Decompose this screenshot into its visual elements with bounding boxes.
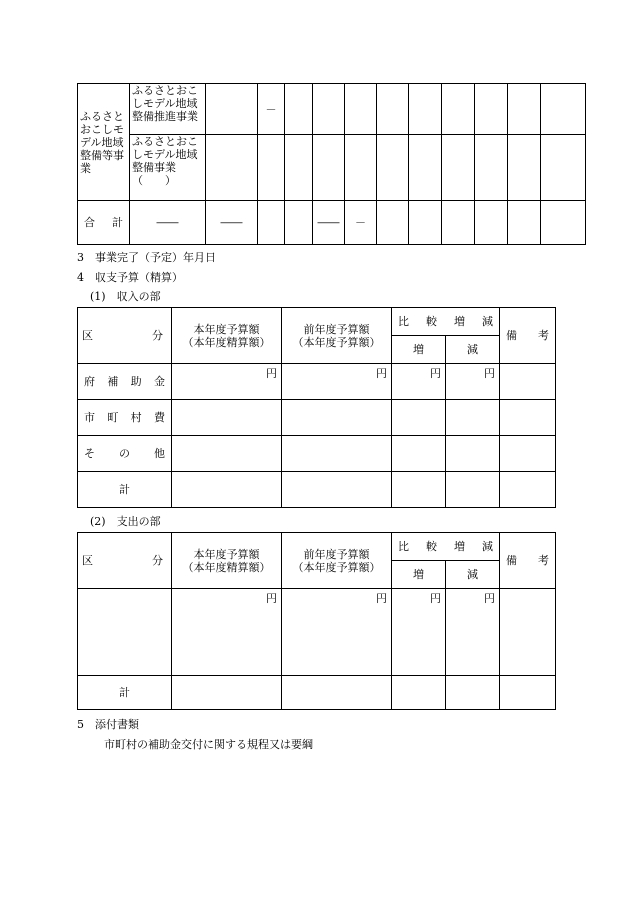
cell <box>172 436 282 472</box>
total-dash-cell <box>206 201 258 245</box>
cell <box>446 400 500 436</box>
group-label: ふるさとおこしモデル地域整備等事業 <box>80 109 124 175</box>
cell <box>392 400 446 436</box>
cell <box>377 135 409 201</box>
compare-char: 増 <box>454 315 465 328</box>
label-char: 金 <box>153 375 165 388</box>
compare-char: 比 <box>398 315 409 328</box>
cell <box>313 84 345 135</box>
cell <box>475 135 508 201</box>
remarks-header <box>500 308 556 364</box>
cell <box>508 84 541 135</box>
previous-1: 前年度予算額 <box>303 547 370 561</box>
section-4: 4 収支予算（精算） <box>77 271 183 284</box>
increase-header: 増 <box>392 336 446 364</box>
increase-header: 増 <box>392 561 446 589</box>
current-header <box>172 533 282 589</box>
cell <box>282 472 392 508</box>
kubun-a: 区 <box>82 554 93 567</box>
row1-label: ふるさとおこしモデル地域整備推進事業 <box>132 84 198 123</box>
cell <box>442 201 475 245</box>
current-header <box>172 308 282 364</box>
cell <box>78 589 172 676</box>
cell <box>442 84 475 135</box>
remarks-a: 備 <box>506 554 517 567</box>
cell <box>377 84 409 135</box>
cell <box>345 135 377 201</box>
row2-label: ふるさとおこしモデル地域整備事業 <box>132 135 198 174</box>
cell <box>392 472 446 508</box>
cell <box>206 84 258 135</box>
cell <box>500 589 556 676</box>
yen-unit: 円 <box>282 589 392 676</box>
cell <box>446 676 500 710</box>
cell <box>285 135 313 201</box>
total-dash-cell <box>313 201 345 245</box>
cell <box>409 201 442 245</box>
cell <box>206 135 258 201</box>
cell <box>500 400 556 436</box>
current-1: 本年度予算額 <box>193 547 260 561</box>
remarks-a: 備 <box>506 329 517 342</box>
cell <box>409 135 442 201</box>
row1-label-cell <box>130 84 206 135</box>
subsection-income: (1) 収入の部 <box>90 290 161 303</box>
decrease-header: 減 <box>446 336 500 364</box>
section-5-text: 市町村の補助金交付に関する規程又は要綱 <box>104 738 313 751</box>
compare-header <box>392 533 500 561</box>
label-char: 助 <box>130 375 142 388</box>
current-2: （本年度精算額） <box>182 335 271 349</box>
kubun-b: 分 <box>152 329 163 342</box>
label-char: そ <box>84 447 95 460</box>
decrease-header: 減 <box>446 561 500 589</box>
label-char: 村 <box>130 411 142 424</box>
remarks-b: 考 <box>538 554 549 567</box>
cell <box>541 201 586 245</box>
section-5: 5 添付書類 <box>77 718 139 731</box>
compare-char: 減 <box>482 540 493 553</box>
remarks-header <box>500 533 556 589</box>
compare-header <box>392 308 500 336</box>
row2-label-cell <box>130 135 206 201</box>
cell <box>285 201 313 245</box>
cell <box>409 84 442 135</box>
cell <box>258 135 285 201</box>
label-char: 補 <box>107 375 119 388</box>
yen-unit: 円 <box>446 364 500 400</box>
compare-char: 較 <box>426 540 437 553</box>
row1-dash: － <box>265 102 277 116</box>
cell <box>172 400 282 436</box>
yen-unit: 円 <box>392 589 446 676</box>
compare-char: 比 <box>398 540 409 553</box>
cell <box>282 436 392 472</box>
previous-1: 前年度予算額 <box>303 322 370 336</box>
cell <box>282 676 392 710</box>
cell <box>500 436 556 472</box>
cell <box>442 135 475 201</box>
cell <box>446 436 500 472</box>
total-dash: ―― <box>156 216 179 229</box>
cell <box>446 472 500 508</box>
yen-unit: 円 <box>446 589 500 676</box>
cell <box>313 135 345 201</box>
total-label-a: 合 <box>84 216 95 229</box>
cell <box>500 472 556 508</box>
cell <box>377 201 409 245</box>
label-char: の <box>119 447 130 460</box>
income-row-label <box>78 436 172 472</box>
cell <box>282 400 392 436</box>
compare-char: 増 <box>454 540 465 553</box>
kubun-a: 区 <box>82 329 93 342</box>
cell <box>172 676 282 710</box>
total-label-b: 計 <box>112 216 123 229</box>
yen-unit: 円 <box>172 364 282 400</box>
income-row-label <box>78 400 172 436</box>
kubun-b: 分 <box>152 554 163 567</box>
total-label: 計 <box>78 472 172 508</box>
current-2: （本年度精算額） <box>182 560 271 574</box>
label-char: 町 <box>107 411 119 424</box>
cell <box>392 676 446 710</box>
total-dash-short: － <box>355 216 366 229</box>
remarks-b: 考 <box>538 329 549 342</box>
cell <box>541 135 586 201</box>
label-char: 他 <box>154 447 165 460</box>
cell <box>508 201 541 245</box>
previous-header <box>282 533 392 589</box>
kubun-header <box>78 308 172 364</box>
cell <box>475 84 508 135</box>
yen-unit: 円 <box>392 364 446 400</box>
total-dash: ―― <box>317 216 340 229</box>
total-dash-cell <box>345 201 377 245</box>
subsection-expense: (2) 支出の部 <box>90 515 161 528</box>
kubun-header <box>78 533 172 589</box>
compare-char: 較 <box>426 315 437 328</box>
total-label: 計 <box>78 676 172 710</box>
label-char: 府 <box>84 375 95 388</box>
row2-paren: （ ） <box>132 174 176 187</box>
total-dash-cell <box>130 201 206 245</box>
section-3: 3 事業完了（予定）年月日 <box>77 251 216 264</box>
compare-char: 減 <box>482 315 493 328</box>
cell <box>172 472 282 508</box>
cell <box>500 364 556 400</box>
current-1: 本年度予算額 <box>193 322 260 336</box>
cell <box>500 676 556 710</box>
cell <box>541 84 586 135</box>
yen-unit: 円 <box>172 589 282 676</box>
previous-2: （本年度予算額） <box>292 560 381 574</box>
previous-2: （本年度予算額） <box>292 335 381 349</box>
cell <box>258 201 285 245</box>
group-label-cell <box>78 84 130 201</box>
row1-dash-cell <box>258 84 285 135</box>
expense-table <box>77 532 556 710</box>
cell <box>392 436 446 472</box>
income-row-label <box>78 364 172 400</box>
label-char: 費 <box>153 411 165 424</box>
total-label-cell <box>78 201 130 245</box>
previous-header <box>282 308 392 364</box>
yen-unit: 円 <box>282 364 392 400</box>
project-table <box>77 83 586 245</box>
cell <box>475 201 508 245</box>
label-char: 市 <box>84 411 95 424</box>
cell <box>345 84 377 135</box>
cell <box>285 84 313 135</box>
cell <box>508 135 541 201</box>
total-dash: ―― <box>220 216 243 229</box>
income-table <box>77 307 556 508</box>
